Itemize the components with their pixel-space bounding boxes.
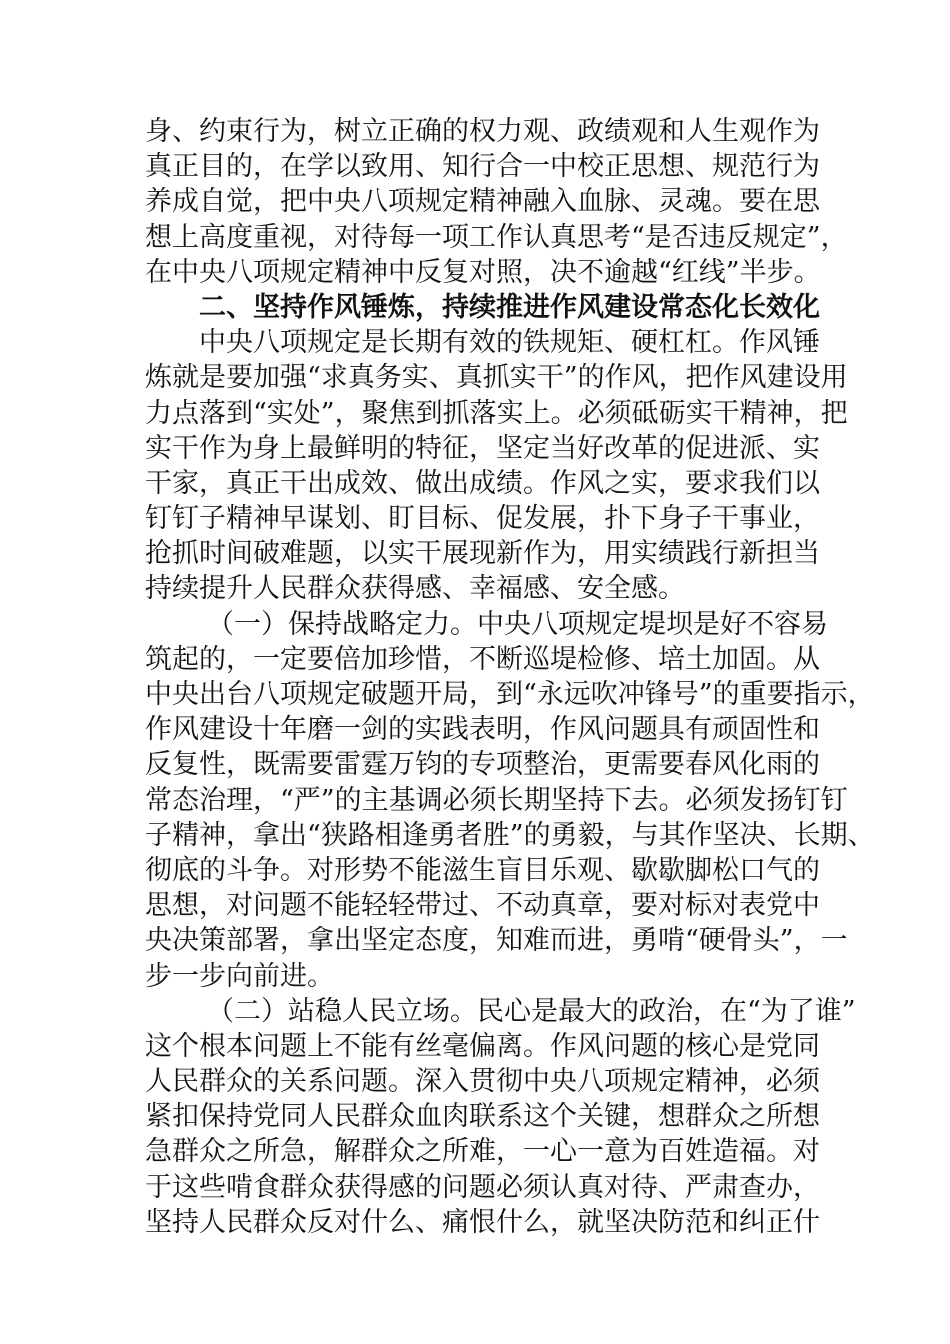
paragraph-3 bbox=[145, 607, 875, 994]
text-line: 身、约束行为，树立正确的权力观、政绩观和人生观作为 bbox=[145, 116, 820, 147]
text-line: 思想，对问题不能轻轻带过、不动真章，要对标对表党中 bbox=[145, 890, 820, 922]
text-line: 步一步向前进。 bbox=[145, 960, 334, 992]
text-line: 于这些啃食群众获得感的问题必须认真对待、严肃查办， bbox=[145, 1171, 820, 1203]
text-line: （一）保持战略定力。中央八项规定堤坝是好不容易 bbox=[207, 608, 828, 640]
text-line: 央决策部署，拿出坚定态度，知难而进，勇啃“硬骨头”，一 bbox=[145, 925, 848, 957]
text-line: 力点落到“实处”，聚焦到抓落实上。必须砥砺实干精神，把 bbox=[145, 397, 848, 429]
text-line: 想上高度重视，对待每一项工作认真思考“是否违反规定”， bbox=[145, 221, 848, 253]
text-line: 紧扣保持党同人民群众血肉联系这个关键，想群众之所想 bbox=[145, 1101, 820, 1133]
text-line: 养成自觉，把中央八项规定精神融入血脉、灵魂。要在思 bbox=[145, 186, 820, 218]
text-line: 筑起的，一定要倍加珍惜，不断巡堤检修、培土加固。从 bbox=[145, 643, 820, 675]
text-line: 实干作为身上最鲜明的特征，坚定当好改革的促进派、实 bbox=[145, 432, 820, 464]
text-line: 子精神，拿出“狭路相逢勇者胜”的勇毅，与其作坚决、长期、 bbox=[145, 819, 875, 851]
text-line: 抢抓时间破难题，以实干展现新作为，用实绩践行新担当 bbox=[145, 538, 820, 570]
text-line: 钉钉子精神早谋划、盯目标、促发展，扑下身子干事业， bbox=[145, 503, 820, 535]
text-line: 作风建设十年磨一剑的实践表明，作风问题具有顽固性和 bbox=[145, 714, 820, 746]
text-line: 真正目的，在学以致用、知行合一中校正思想、规范行为 bbox=[145, 151, 820, 183]
section-heading-2: 二、坚持作风锤炼，持续推进作风建设常态化长效化 bbox=[199, 291, 820, 323]
document-body bbox=[145, 114, 875, 1240]
text-line: 反复性，既需要雷霆万钧的专项整治，更需要春风化雨的 bbox=[145, 749, 820, 781]
text-line: 坚持人民群众反对什么、痛恨什么，就坚决防范和纠正什 bbox=[145, 1206, 820, 1238]
text-line: 彻底的斗争。对形势不能滋生盲目乐观、歇歇脚松口气的 bbox=[145, 854, 820, 886]
text-line: 炼就是要加强“求真务实、真抓实干”的作风，把作风建设用 bbox=[145, 362, 848, 394]
text-line: 急群众之所急，解群众之所难，一心一意为百姓造福。对 bbox=[145, 1136, 820, 1168]
text-line: 中央八项规定是长期有效的铁规矩、硬杠杠。作风锤 bbox=[199, 327, 820, 359]
text-line: 干家，真正干出成效、做出成绩。作风之实，要求我们以 bbox=[145, 467, 820, 499]
text-line: 持续提升人民群众获得感、幸福感、安全感。 bbox=[145, 573, 685, 605]
text-line: 常态治理，“严”的主基调必须长期坚持下去。必须发扬钉钉 bbox=[145, 784, 848, 816]
text-line: 这个根本问题上不能有丝毫偏离。作风问题的核心是党同 bbox=[145, 1030, 820, 1062]
text-line: 人民群众的关系问题。深入贯彻中央八项规定精神，必须 bbox=[145, 1066, 820, 1098]
paragraph-1 bbox=[145, 114, 848, 290]
text-line: 在中央八项规定精神中反复对照，决不逾越“红线”半步。 bbox=[145, 256, 821, 288]
paragraph-4 bbox=[145, 994, 856, 1240]
text-line: 中央出台八项规定破题开局，到“永远吹冲锋号”的重要指示， bbox=[145, 679, 875, 710]
text-line: （二）站稳人民立场。民心是最大的政治，在“为了谁” bbox=[207, 995, 856, 1027]
paragraph-2 bbox=[145, 325, 848, 607]
